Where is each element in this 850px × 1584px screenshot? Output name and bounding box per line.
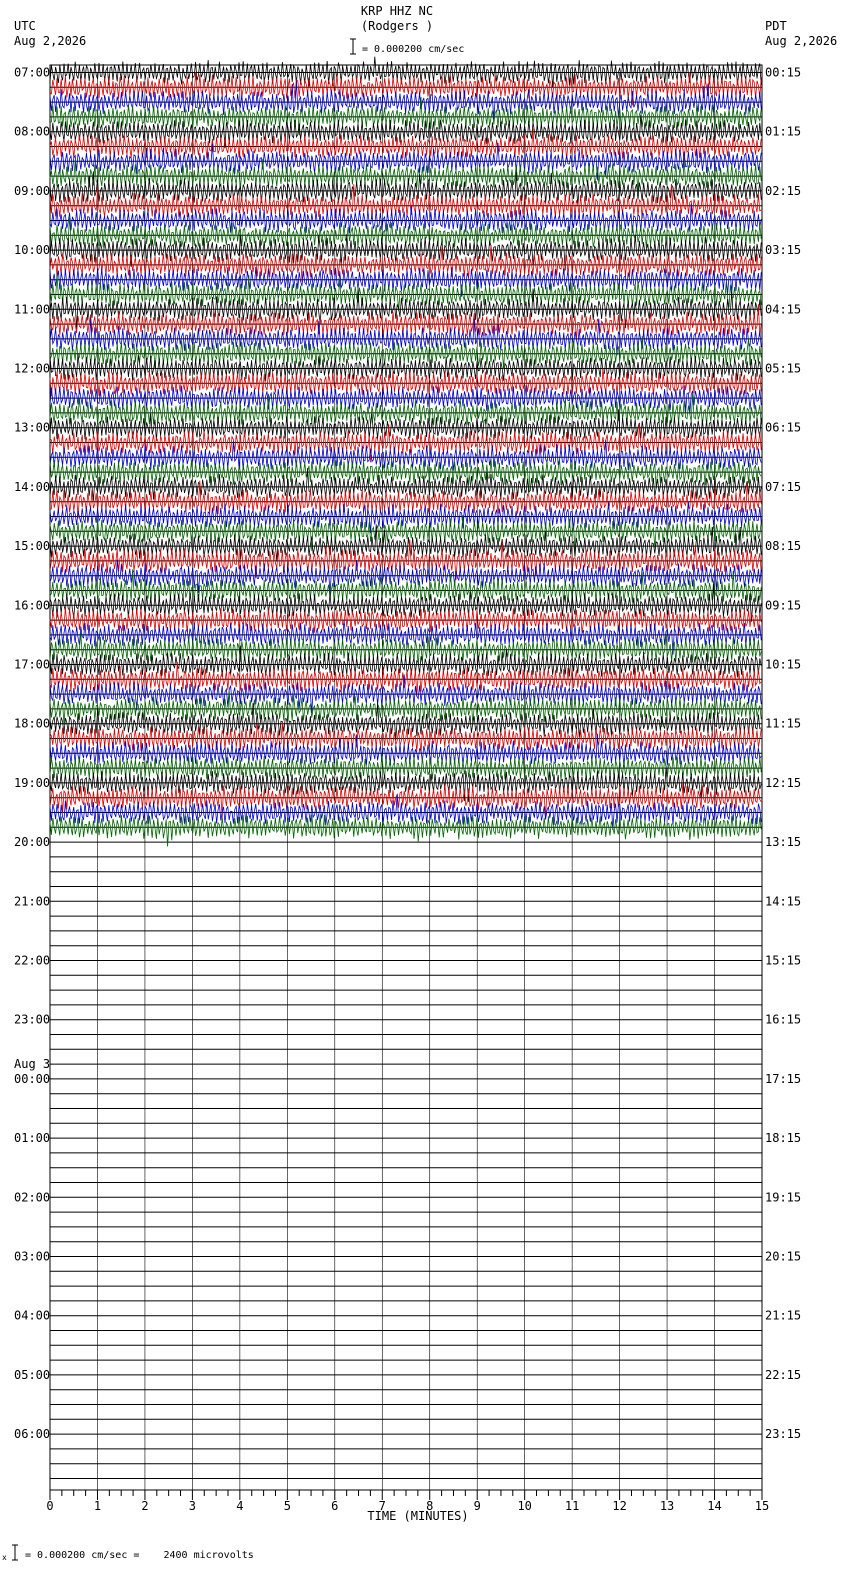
x-axis-label: TIME (MINUTES) [367, 1509, 469, 1523]
x-tick-label: 9 [473, 1499, 481, 1513]
pdt-hour-label: 21:15 [765, 1308, 802, 1323]
pdt-hour-label: 13:15 [765, 835, 802, 850]
trace-row [50, 245, 761, 281]
x-tick-label: 7 [378, 1499, 386, 1513]
utc-hour-label: 13:00 [14, 420, 51, 435]
x-tick-label: 6 [331, 1499, 339, 1513]
x-tick-label: 11 [564, 1499, 580, 1513]
footer-x-marker: x [2, 1553, 7, 1562]
utc-hour-label: 16:00 [14, 598, 51, 613]
footer-scale-note: = 0.000200 cm/sec = 2400 microvolts [25, 1550, 254, 1561]
utc-hour-label: 00:00 [14, 1071, 51, 1086]
utc-hour-label: 05:00 [14, 1367, 51, 1382]
scale-bar-icon [350, 39, 356, 54]
x-tick-label: 4 [236, 1499, 244, 1513]
utc-hour-labels [14, 66, 50, 1442]
pdt-hour-label: 19:15 [765, 1190, 802, 1205]
pdt-hour-label: 14:15 [765, 894, 802, 909]
x-tick-label: 3 [188, 1499, 197, 1513]
pdt-hour-label: 01:15 [765, 124, 802, 139]
pdt-hour-label: 18:15 [765, 1131, 802, 1146]
x-tick-label: 1 [93, 1499, 102, 1513]
utc-hour-label: 11:00 [14, 302, 51, 317]
utc-hour-label: 17:00 [14, 657, 51, 672]
utc-hour-label: 07:00 [14, 65, 51, 80]
utc-hour-label: 22:00 [14, 953, 51, 968]
utc-hour-label: 14:00 [14, 479, 51, 494]
pdt-hour-label: 17:15 [765, 1071, 802, 1086]
pdt-hour-label: 12:15 [765, 775, 802, 790]
x-tick-label: 2 [141, 1499, 149, 1513]
x-tick-label: 8 [426, 1499, 434, 1513]
utc-hour-label: 08:00 [14, 124, 51, 139]
pdt-hour-label: 08:15 [765, 539, 802, 554]
pdt-hour-label: 06:15 [765, 420, 802, 435]
pdt-hour-label: 20:15 [765, 1249, 802, 1264]
trace-area [50, 57, 761, 847]
pdt-hour-label: 16:15 [765, 1012, 802, 1027]
utc-hour-label: 04:00 [14, 1308, 51, 1323]
x-tick-label: 0 [46, 1499, 54, 1513]
pdt-hour-labels [765, 66, 801, 1442]
utc-hour-label: 21:00 [14, 894, 51, 909]
utc-hour-label: 03:00 [14, 1249, 51, 1264]
right-timezone: PDT [765, 19, 787, 33]
x-tick-label: 14 [707, 1499, 722, 1513]
utc-hour-label: 18:00 [14, 716, 51, 731]
trace-row [50, 560, 761, 595]
x-tick-label: 15 [754, 1499, 770, 1513]
x-tick-label: 12 [612, 1499, 627, 1513]
right-date: Aug 2,2026 [765, 34, 838, 48]
pdt-hour-label: 05:15 [765, 361, 802, 376]
utc-hour-label: 20:00 [14, 835, 51, 850]
utc-hour-label: 10:00 [14, 243, 51, 258]
utc-date-label: Aug 3 [14, 1056, 51, 1071]
utc-hour-label: 09:00 [14, 183, 51, 198]
x-tick-label: 5 [283, 1499, 291, 1513]
x-tick-label: 13 [659, 1499, 675, 1513]
pdt-hour-label: 23:15 [765, 1427, 802, 1442]
left-timezone: UTC [14, 19, 36, 33]
pdt-hour-label: 02:15 [765, 183, 802, 198]
footer-scale-bar-icon [12, 1545, 18, 1560]
utc-hour-label: 12:00 [14, 361, 51, 376]
pdt-hour-label: 10:15 [765, 657, 802, 672]
left-date: Aug 2,2026 [14, 34, 87, 48]
utc-hour-label: 23:00 [14, 1012, 51, 1027]
pdt-hour-label: 15:15 [765, 953, 802, 968]
x-tick-label: 10 [517, 1499, 532, 1513]
pdt-hour-label: 07:15 [765, 479, 802, 494]
scale-label: = 0.000200 cm/sec [362, 44, 465, 55]
utc-hour-label: 15:00 [14, 539, 51, 554]
utc-hour-label: 19:00 [14, 775, 51, 790]
station-title: KRP HHZ NC [360, 4, 434, 18]
pdt-hour-label: 22:15 [765, 1367, 802, 1382]
utc-hour-label: 06:00 [14, 1427, 51, 1442]
pdt-hour-label: 04:15 [765, 302, 802, 317]
pdt-hour-label: 00:15 [765, 65, 802, 80]
station-location: (Rodgers ) [360, 19, 434, 33]
pdt-hour-label: 11:15 [765, 716, 802, 731]
utc-hour-label: 01:00 [14, 1131, 51, 1146]
pdt-hour-label: 09:15 [765, 598, 802, 613]
pdt-hour-label: 03:15 [765, 243, 802, 258]
utc-hour-label: 02:00 [14, 1190, 51, 1205]
